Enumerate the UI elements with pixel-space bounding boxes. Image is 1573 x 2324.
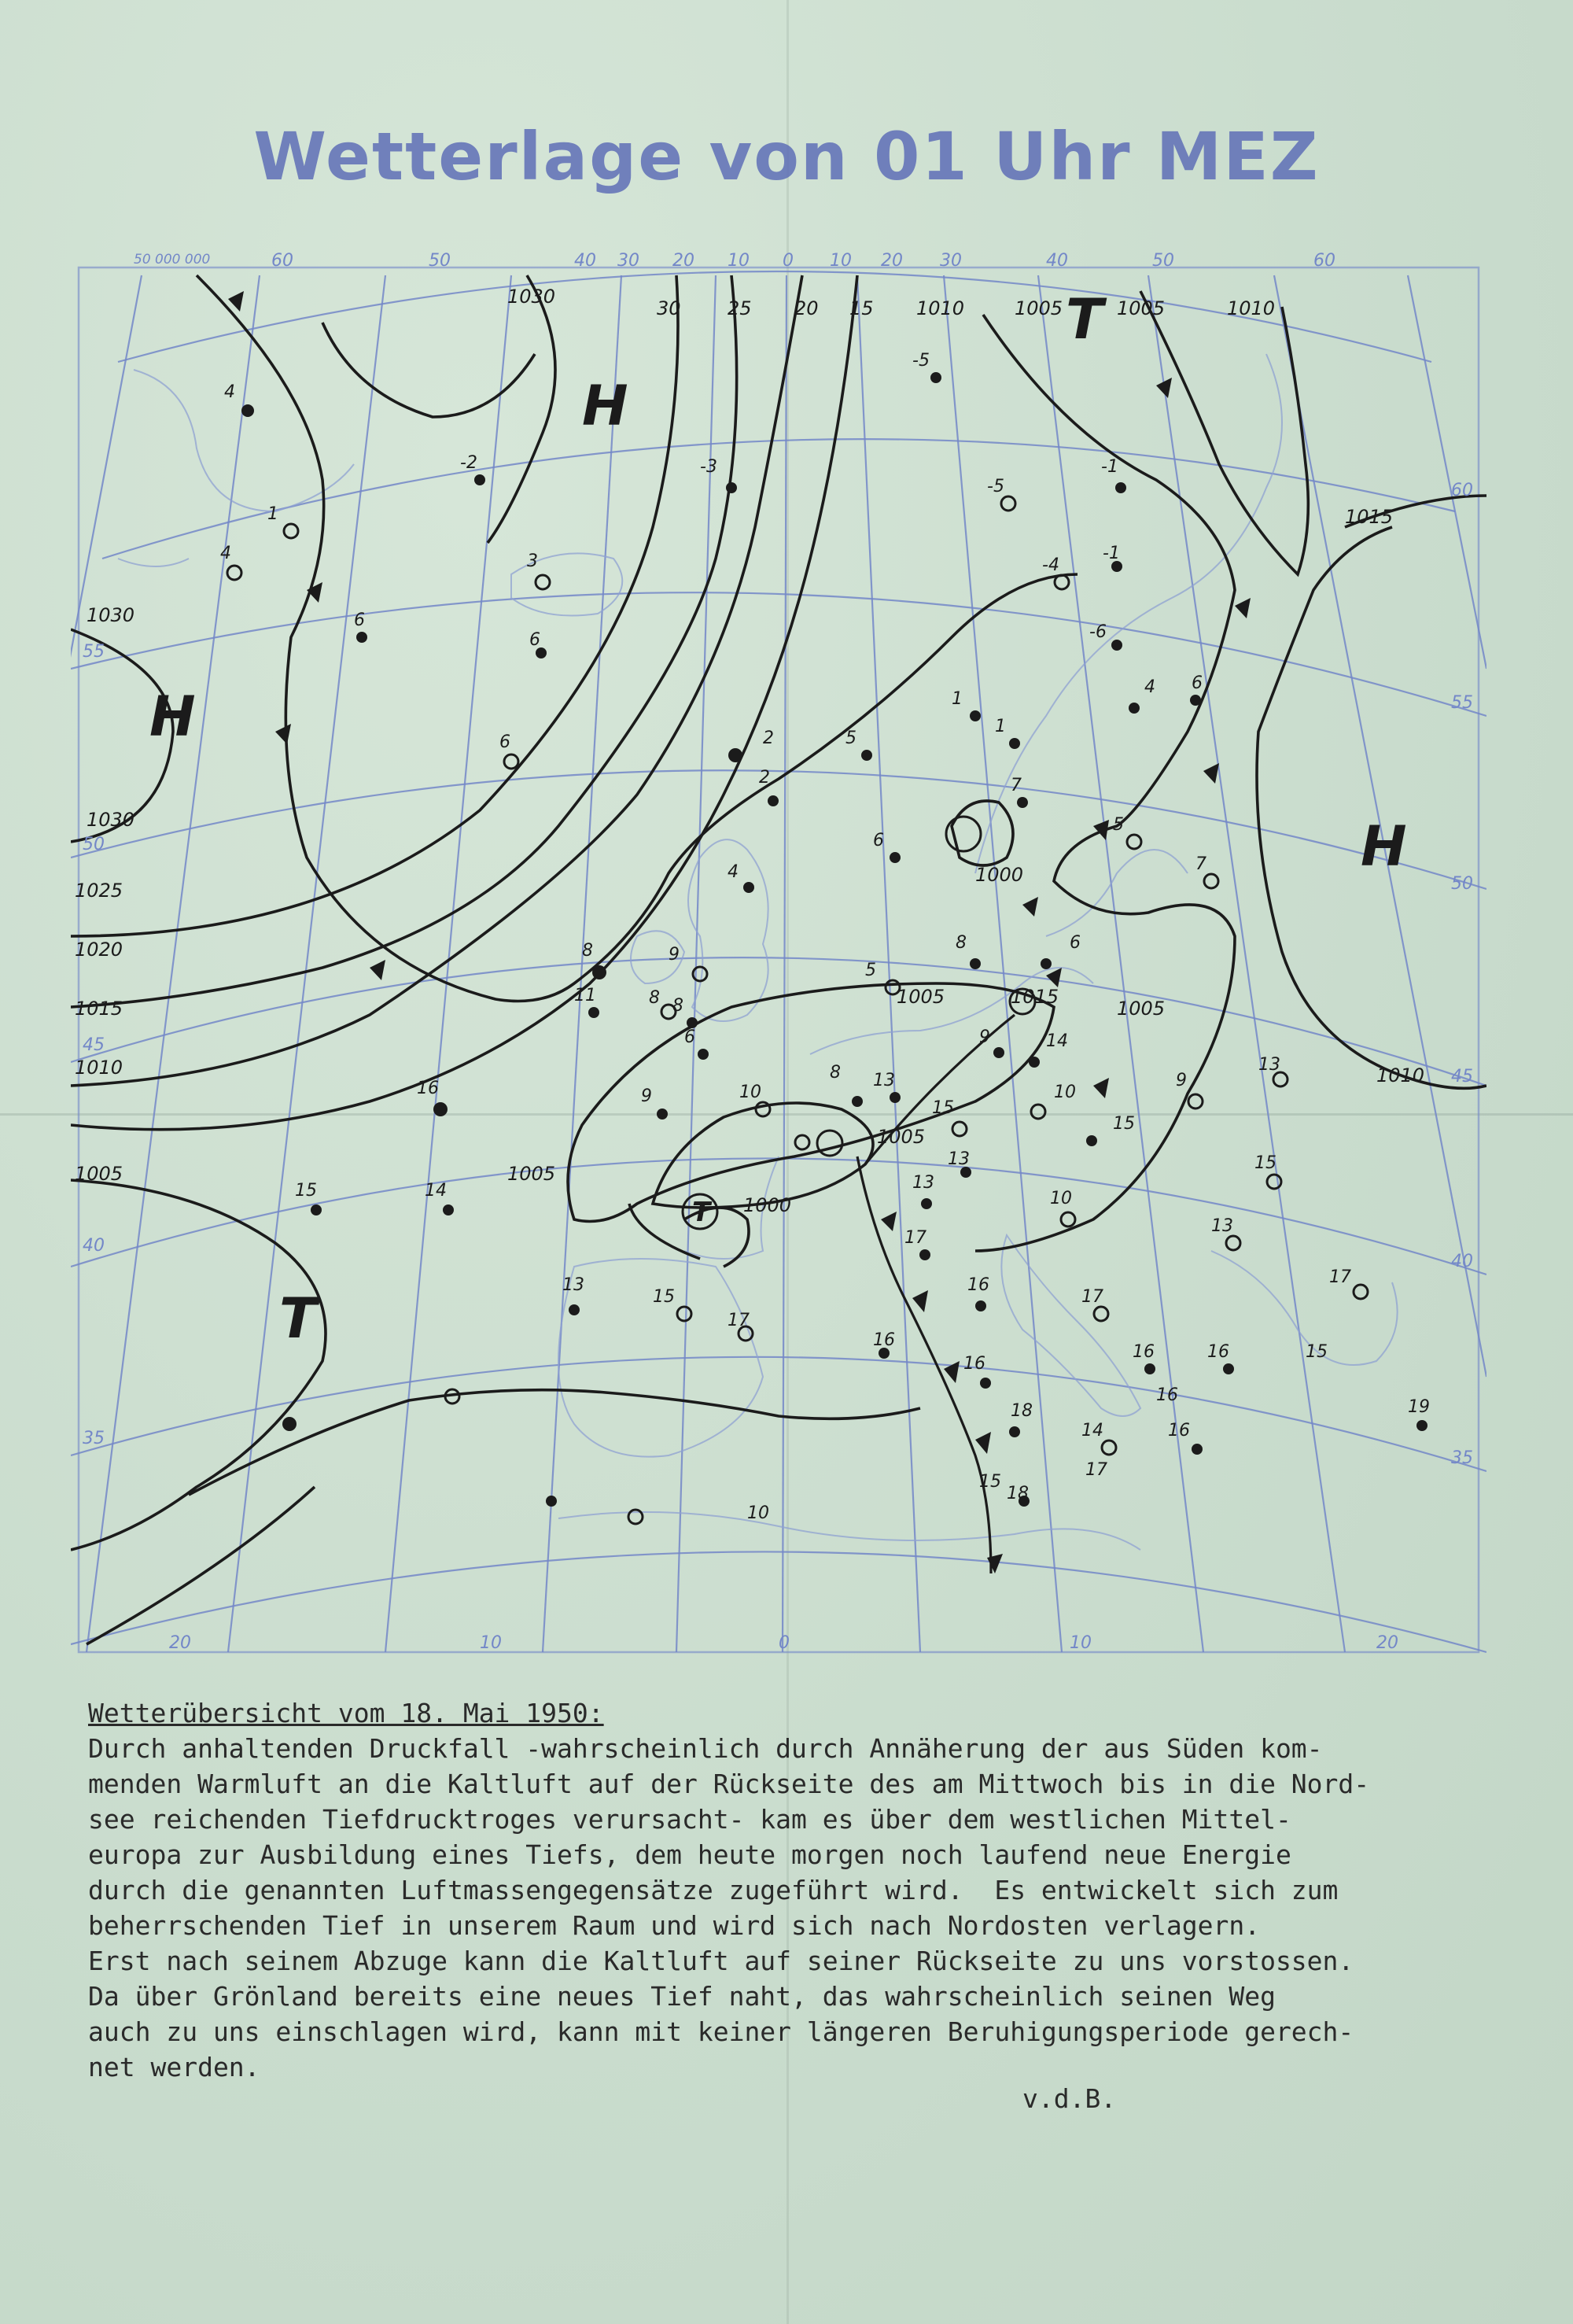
latitude-labels-right: [1451, 481, 1473, 1468]
station-temperature: 6: [499, 732, 510, 752]
station: [1111, 640, 1122, 651]
longitude-label: 10: [480, 1633, 502, 1653]
station-temperature: 17: [1081, 1287, 1103, 1307]
isobar-label: 1010: [1227, 297, 1276, 319]
station-temperature: 10: [1050, 1189, 1072, 1208]
isobar-label: 1010: [916, 297, 965, 319]
longitude-label: 10: [1070, 1633, 1092, 1653]
front-marker: [975, 1432, 991, 1454]
lat-line-60: [102, 439, 1455, 559]
isobar: [197, 275, 1078, 1002]
station-temperature: 16: [963, 1354, 985, 1374]
latitude-label: 50: [83, 835, 105, 854]
isobar-label: 1005: [75, 1163, 123, 1185]
latitude-label: 55: [1451, 693, 1473, 713]
longitude-label: 60: [271, 251, 293, 271]
front-marker: [370, 960, 385, 980]
station: [504, 754, 518, 769]
station: [592, 965, 606, 979]
station: [687, 1017, 698, 1028]
station-temperature: -6: [1089, 622, 1107, 642]
coast-italy: [1001, 1235, 1140, 1416]
isobar-label: 1000: [975, 864, 1024, 886]
station: [728, 748, 742, 762]
weather-map: [71, 228, 1486, 1668]
station: [1190, 695, 1201, 706]
front-marker: [1093, 1078, 1109, 1098]
station-temperature: 13: [1258, 1055, 1280, 1075]
summary-line: Da über Grönland bereits eine neues Tief naht, das wahrscheinlich seinen Weg: [88, 1981, 1276, 2012]
station: [1031, 1105, 1045, 1119]
station: [1223, 1363, 1234, 1374]
station-temperature: -4: [1042, 555, 1059, 575]
longitude-label: 30: [617, 251, 639, 271]
station-temperature: 1: [952, 689, 963, 709]
isobar-label: 15: [849, 297, 874, 319]
latitude-label: 60: [1451, 481, 1473, 500]
station-temperature: 17: [728, 1311, 750, 1330]
summary-line: durch die genannten Luftmassengegensätze zugeführt wird. Es entwickelt sich zum: [88, 1875, 1339, 1905]
station-temperature: 13: [873, 1071, 895, 1090]
isobar: [653, 1103, 873, 1208]
station: [1086, 1135, 1097, 1146]
station: [433, 1102, 448, 1116]
station: [1188, 1094, 1203, 1109]
latitude-label: 55: [83, 642, 105, 662]
station: [952, 1122, 967, 1136]
station-temperature: 15: [932, 1098, 954, 1118]
high-pressure-center: H: [149, 684, 196, 749]
station-temperature: 13: [562, 1275, 584, 1295]
station-temperature: 4: [728, 862, 739, 882]
station: [284, 524, 298, 538]
station: [1017, 797, 1028, 808]
station: [546, 1496, 557, 1507]
summary-line: menden Warmluft an die Kaltluft auf der Rückseite des am Mittwoch bis in die Nord-: [88, 1769, 1370, 1799]
longitude-label: 0: [783, 251, 794, 271]
station: [1127, 835, 1141, 849]
station: [356, 632, 367, 643]
station-temperature: -1: [1101, 457, 1118, 477]
station-temperature: 6: [873, 831, 884, 850]
station-temperature: 8: [649, 988, 660, 1008]
station-plots: [227, 372, 1427, 1524]
station: [1115, 482, 1126, 493]
station-temperature: 5: [1113, 815, 1124, 835]
station: [1029, 1057, 1040, 1068]
station: [993, 1047, 1004, 1058]
station-temperature: 15: [1113, 1114, 1135, 1134]
latitude-label: 50: [1451, 874, 1473, 894]
summary-line: see reichenden Tiefdrucktroges verursacht- kam es über dem westlichen Mittel-: [88, 1804, 1291, 1835]
station: [474, 474, 485, 485]
station: [795, 1135, 809, 1149]
isobar: [1140, 291, 1308, 574]
station-temperature: 15: [1306, 1342, 1328, 1362]
front-marker: [1093, 820, 1109, 840]
latitude-label: 45: [83, 1035, 105, 1055]
isobar-label: 1030: [87, 604, 135, 626]
station-temperature: 17: [1085, 1460, 1107, 1480]
station: [919, 1249, 930, 1260]
station: [726, 482, 737, 493]
station-temperature: 9: [669, 945, 680, 965]
station: [536, 575, 550, 589]
station-temperature: 10: [1054, 1083, 1076, 1102]
station: [768, 795, 779, 806]
station-temperature: 5: [865, 961, 876, 980]
signature: v.d.B.: [1022, 2083, 1117, 2114]
station: [1094, 1307, 1108, 1321]
longitude-label: 20: [1376, 1633, 1398, 1653]
station: [1416, 1420, 1427, 1431]
summary-line: europa zur Ausbildung eines Tiefs, dem heute morgen noch laufend neue Energie: [88, 1839, 1291, 1870]
station-temperature: 5: [845, 729, 856, 748]
station: [311, 1204, 322, 1215]
station-temperature: 16: [1207, 1342, 1229, 1362]
station-temperature: 16: [1156, 1385, 1178, 1405]
isobar-label: 1005: [877, 1126, 926, 1148]
station: [569, 1304, 580, 1315]
station: [227, 566, 241, 580]
isobar: [87, 1487, 315, 1644]
lon-line: [1408, 275, 1486, 669]
station-temperature: 7: [1011, 776, 1022, 795]
station-temperature: 3: [527, 551, 538, 571]
isobar-label: 25: [728, 297, 752, 319]
station-temperature: -5: [912, 351, 930, 371]
station-temperature: 15: [653, 1287, 675, 1307]
isobar-label: 1000: [743, 1194, 792, 1216]
station-temperature: 15: [1254, 1153, 1276, 1173]
station: [698, 1049, 709, 1060]
station-temperature: 16: [873, 1330, 895, 1350]
station: [1009, 1426, 1020, 1437]
station-temperature: -2: [460, 453, 477, 473]
station: [1204, 874, 1218, 888]
lat-line-50: [71, 770, 1486, 889]
station: [588, 1007, 599, 1018]
low-pressure-center: T: [279, 1286, 317, 1351]
station-temperature: 17: [904, 1228, 926, 1248]
isobar-label: 1010: [75, 1057, 123, 1079]
station-temperature: 8: [956, 933, 967, 953]
longitude-grid: [71, 275, 1486, 1652]
station-temperature: 13: [1211, 1216, 1233, 1236]
station-temperature: 6: [1070, 933, 1081, 953]
isobar-label: 1015: [1011, 986, 1059, 1008]
longitude-label: 40: [1046, 251, 1068, 271]
station: [852, 1096, 863, 1107]
latitude-label: 40: [83, 1236, 105, 1256]
front-marker: [881, 1212, 897, 1231]
high-pressure-center: H: [1361, 814, 1407, 879]
summary-line: net werden.: [88, 2052, 260, 2082]
summary-heading: Wetterübersicht vom 18. Mai 1950:: [88, 1698, 604, 1728]
station: [1102, 1441, 1116, 1455]
station: [975, 1300, 986, 1311]
summary-line: auch zu uns einschlagen wird, kann mit keiner längeren Beruhigungsperiode gerech-: [88, 2016, 1354, 2047]
isobar-label: 1030: [87, 809, 135, 831]
station-temperature: 17: [1329, 1267, 1351, 1287]
station: [1144, 1363, 1155, 1374]
latitude-labels-left: [83, 642, 105, 1448]
isobar-label: 1030: [507, 286, 556, 308]
latitude-label: 35: [83, 1429, 105, 1448]
station: [1129, 703, 1140, 714]
station-temperature: -5: [987, 477, 1004, 496]
coast-scandinavia: [975, 354, 1282, 936]
low-circle: [946, 817, 981, 851]
longitude-labels-bottom: [169, 1633, 1398, 1653]
station: [1226, 1236, 1240, 1250]
lon-line: [87, 275, 260, 1652]
station: [1267, 1175, 1281, 1189]
station-temperature: 1: [267, 504, 278, 524]
station: [930, 372, 941, 383]
longitude-label: 20: [169, 1633, 191, 1653]
station-temperature: 8: [672, 996, 683, 1016]
station: [677, 1307, 691, 1321]
pressure-centers: [149, 287, 1407, 1351]
station-values: [220, 351, 1430, 1523]
isobar-label: 30: [657, 297, 681, 319]
station: [1009, 738, 1020, 749]
front-marker: [912, 1290, 928, 1312]
station-temperature: 16: [1168, 1421, 1190, 1441]
front-marker: [987, 1554, 1003, 1573]
station-temperature: 16: [967, 1275, 989, 1295]
longitude-label: 20: [881, 251, 903, 271]
station-temperature: 8: [582, 941, 593, 961]
isobar-label: 1005: [507, 1163, 556, 1185]
station: [970, 958, 981, 969]
fronts: [228, 291, 1251, 1573]
station-temperature: 15: [979, 1472, 1001, 1492]
longitude-label: 0: [779, 1633, 790, 1653]
station-temperature: 8: [830, 1063, 841, 1083]
station-temperature: 18: [1007, 1484, 1029, 1503]
coastlines: [118, 354, 1398, 1550]
isobar-label: 1020: [75, 939, 123, 961]
front-marker: [1022, 897, 1038, 917]
isobar-label: 1005: [1015, 297, 1063, 319]
station-temperature: 4: [1144, 677, 1155, 697]
high-pressure-center: H: [582, 374, 628, 438]
scale-note: 50 000 000: [134, 252, 211, 267]
longitude-label: 40: [574, 251, 596, 271]
isobar-label: 1005: [1117, 998, 1166, 1020]
station: [743, 882, 754, 893]
station: [1192, 1444, 1203, 1455]
map-title-stamp: Wetterlage von 01 Uhr MEZ: [253, 118, 1320, 195]
weather-summary: [88, 1695, 1488, 2085]
station-temperature: 7: [1195, 854, 1206, 874]
latitude-label: 35: [1451, 1448, 1473, 1468]
station: [443, 1204, 454, 1215]
isobar: [1257, 527, 1486, 1088]
longitude-label: 20: [672, 251, 694, 271]
station-temperature: 6: [684, 1027, 695, 1047]
longitude-label: 10: [830, 251, 852, 271]
front-marker: [1203, 763, 1219, 784]
station-temperature: 14: [425, 1181, 447, 1201]
station-temperature: 9: [979, 1027, 990, 1047]
low-circle: [817, 1131, 842, 1156]
summary-line: Durch anhaltenden Druckfall -wahrscheinlich durch Annäherung der aus Süden kom-: [88, 1733, 1323, 1764]
station: [890, 852, 901, 863]
station: [1354, 1285, 1368, 1299]
station-temperature: -1: [1103, 544, 1120, 563]
station: [241, 404, 254, 417]
latitude-label: 40: [1451, 1252, 1473, 1271]
station-temperature: 19: [1408, 1397, 1430, 1417]
station-temperature: 13: [948, 1149, 970, 1169]
longitude-label: 30: [940, 251, 962, 271]
station-temperature: 9: [641, 1086, 652, 1106]
longitude-label: 50: [429, 251, 451, 271]
station: [282, 1417, 297, 1431]
longitude-label: 50: [1152, 251, 1174, 271]
summary-line: Erst nach seinem Abzuge kann die Kaltluft auf seiner Rückseite zu uns vorstossen.: [88, 1946, 1354, 1976]
station-temperature: 10: [739, 1083, 761, 1102]
front-marker: [228, 291, 244, 312]
station-temperature: 6: [1192, 673, 1203, 693]
isobar-label: 1010: [1376, 1064, 1425, 1086]
front-marker: [1235, 598, 1251, 618]
station-temperature: 14: [1046, 1031, 1068, 1051]
front-marker: [1046, 968, 1062, 987]
isobar: [71, 275, 737, 1007]
isobars: [71, 275, 1486, 1644]
isobar-label: 1005: [897, 986, 945, 1008]
front-marker: [275, 724, 291, 744]
station-temperature: 14: [1081, 1421, 1103, 1441]
lat-line-55: [71, 592, 1486, 716]
latitude-label: 45: [1451, 1067, 1473, 1086]
summary-line: beherrschenden Tief in unserem Raum und wird sich nach Nordosten verlagern.: [88, 1910, 1261, 1941]
station-temperature: 2: [759, 768, 770, 788]
station-temperature: -3: [700, 457, 717, 477]
station: [756, 1102, 770, 1116]
isobar: [952, 801, 1013, 865]
isobar-label: 1015: [75, 998, 123, 1020]
front-marker: [307, 582, 322, 603]
station-temperature: 6: [529, 630, 540, 650]
station-temperature: 11: [574, 986, 596, 1005]
station-temperature: 16: [1133, 1342, 1155, 1362]
longitude-label: 10: [728, 251, 750, 271]
station: [1055, 575, 1069, 589]
station-temperature: 9: [1176, 1071, 1187, 1090]
isobar-label: 1025: [75, 880, 123, 902]
station: [1001, 496, 1015, 511]
coast-balkans: [1211, 1251, 1398, 1365]
station-temperature: 4: [224, 382, 235, 402]
isobar-labels: [75, 286, 1424, 1216]
latitude-grid: [71, 271, 1486, 1652]
station-temperature: 16: [417, 1079, 439, 1098]
isobar-label: 20: [794, 297, 819, 319]
station-temperature: 18: [1011, 1401, 1033, 1421]
isobar-label: 1015: [1345, 506, 1394, 528]
station-temperature: 2: [763, 729, 774, 748]
station: [890, 1092, 901, 1103]
weather-map-svg: [71, 228, 1486, 1668]
station: [970, 710, 981, 721]
isobar: [71, 275, 802, 1086]
lon-line: [783, 275, 786, 1652]
station: [1061, 1212, 1075, 1227]
isobar: [488, 275, 555, 543]
station: [980, 1378, 991, 1389]
station: [921, 1198, 932, 1209]
isobar: [71, 1180, 326, 1550]
station: [657, 1109, 668, 1120]
station-temperature: 15: [295, 1181, 317, 1201]
station: [861, 750, 872, 761]
station-temperature: 1: [995, 717, 1006, 736]
station-temperature: 4: [220, 544, 231, 563]
station: [1041, 958, 1052, 969]
low-pressure-center: T: [1066, 287, 1103, 352]
longitude-label: 60: [1313, 251, 1335, 271]
low-pressure-center: T: [692, 1197, 711, 1228]
station-temperature: 6: [354, 611, 365, 630]
isobar-label: 1005: [1117, 297, 1166, 319]
station-temperature: 10: [747, 1503, 769, 1523]
station-temperature: 13: [912, 1173, 934, 1193]
